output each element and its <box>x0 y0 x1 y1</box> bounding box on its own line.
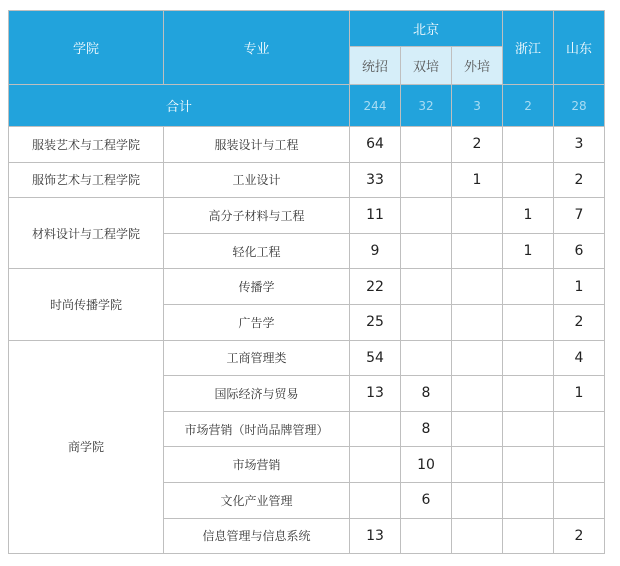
quota-cell <box>452 340 503 376</box>
quota-cell: 2 <box>452 127 503 163</box>
major-name: 文化产业管理 <box>164 482 350 518</box>
major-name: 传播学 <box>164 269 350 305</box>
quota-cell: 8 <box>401 376 452 412</box>
total-label: 合计 <box>9 85 350 127</box>
quota-cell: 3 <box>554 127 605 163</box>
quota-cell <box>503 518 554 554</box>
quota-cell: 11 <box>350 198 401 234</box>
quota-cell <box>350 447 401 483</box>
quota-cell: 25 <box>350 304 401 340</box>
table-body <box>9 127 605 554</box>
major-name: 市场营销（时尚品牌管理） <box>164 411 350 447</box>
quota-cell <box>452 482 503 518</box>
quota-cell <box>503 340 554 376</box>
quota-cell: 4 <box>554 340 605 376</box>
quota-cell: 13 <box>350 518 401 554</box>
quota-cell <box>554 447 605 483</box>
quota-cell <box>401 127 452 163</box>
total-value: 32 <box>401 85 452 127</box>
table-row <box>9 198 605 234</box>
quota-cell: 2 <box>554 304 605 340</box>
quota-cell <box>452 304 503 340</box>
quota-cell: 1 <box>554 269 605 305</box>
college-name: 时尚传播学院 <box>9 269 164 340</box>
quota-cell <box>452 447 503 483</box>
quota-cell <box>401 340 452 376</box>
quota-cell <box>503 304 554 340</box>
quota-cell: 6 <box>554 233 605 269</box>
quota-cell <box>452 411 503 447</box>
quota-cell: 54 <box>350 340 401 376</box>
total-value: 2 <box>503 85 554 127</box>
major-name: 广告学 <box>164 304 350 340</box>
table-row <box>9 269 605 305</box>
header-beijing: 北京 <box>350 11 503 47</box>
quota-cell: 1 <box>554 376 605 412</box>
college-name: 服饰艺术与工程学院 <box>9 162 164 198</box>
quota-cell <box>350 482 401 518</box>
major-name: 市场营销 <box>164 447 350 483</box>
quota-cell <box>401 304 452 340</box>
quota-cell: 13 <box>350 376 401 412</box>
college-name: 材料设计与工程学院 <box>9 198 164 269</box>
quota-cell: 1 <box>452 162 503 198</box>
quota-cell <box>503 376 554 412</box>
quota-cell: 2 <box>554 518 605 554</box>
quota-cell <box>452 233 503 269</box>
quota-cell <box>554 411 605 447</box>
quota-cell: 10 <box>401 447 452 483</box>
major-name: 工业设计 <box>164 162 350 198</box>
college-name: 服装艺术与工程学院 <box>9 127 164 163</box>
header-beijing-unified: 统招 <box>350 47 401 85</box>
quota-cell <box>503 269 554 305</box>
quota-cell <box>350 411 401 447</box>
quota-cell <box>401 162 452 198</box>
quota-cell <box>452 376 503 412</box>
major-name: 高分子材料与工程 <box>164 198 350 234</box>
total-value: 3 <box>452 85 503 127</box>
quota-cell <box>401 233 452 269</box>
quota-cell <box>401 269 452 305</box>
quota-cell: 7 <box>554 198 605 234</box>
quota-cell: 2 <box>554 162 605 198</box>
quota-cell <box>503 447 554 483</box>
quota-cell <box>503 411 554 447</box>
quota-cell <box>503 127 554 163</box>
quota-cell: 9 <box>350 233 401 269</box>
quota-cell: 6 <box>401 482 452 518</box>
total-value: 28 <box>554 85 605 127</box>
header-major: 专业 <box>164 11 350 85</box>
quota-cell: 64 <box>350 127 401 163</box>
quota-cell: 33 <box>350 162 401 198</box>
quota-cell: 8 <box>401 411 452 447</box>
major-name: 国际经济与贸易 <box>164 376 350 412</box>
header-beijing-dual: 双培 <box>401 47 452 85</box>
quota-cell <box>452 518 503 554</box>
header-college: 学院 <box>9 11 164 85</box>
quota-cell <box>401 198 452 234</box>
quota-cell <box>503 482 554 518</box>
quota-cell <box>554 482 605 518</box>
header-shandong: 山东 <box>554 11 605 85</box>
major-name: 工商管理类 <box>164 340 350 376</box>
major-name: 信息管理与信息系统 <box>164 518 350 554</box>
major-name: 服装设计与工程 <box>164 127 350 163</box>
major-name: 轻化工程 <box>164 233 350 269</box>
quota-cell: 1 <box>503 198 554 234</box>
header-zhejiang: 浙江 <box>503 11 554 85</box>
header-beijing-external: 外培 <box>452 47 503 85</box>
table-row <box>9 127 605 163</box>
quota-cell <box>452 269 503 305</box>
quota-cell <box>452 198 503 234</box>
quota-cell: 22 <box>350 269 401 305</box>
quota-cell <box>503 162 554 198</box>
total-value: 244 <box>350 85 401 127</box>
quota-cell <box>401 518 452 554</box>
enrollment-table <box>8 10 605 554</box>
table-row <box>9 340 605 376</box>
quota-cell: 1 <box>503 233 554 269</box>
table-row <box>9 162 605 198</box>
college-name: 商学院 <box>9 340 164 554</box>
